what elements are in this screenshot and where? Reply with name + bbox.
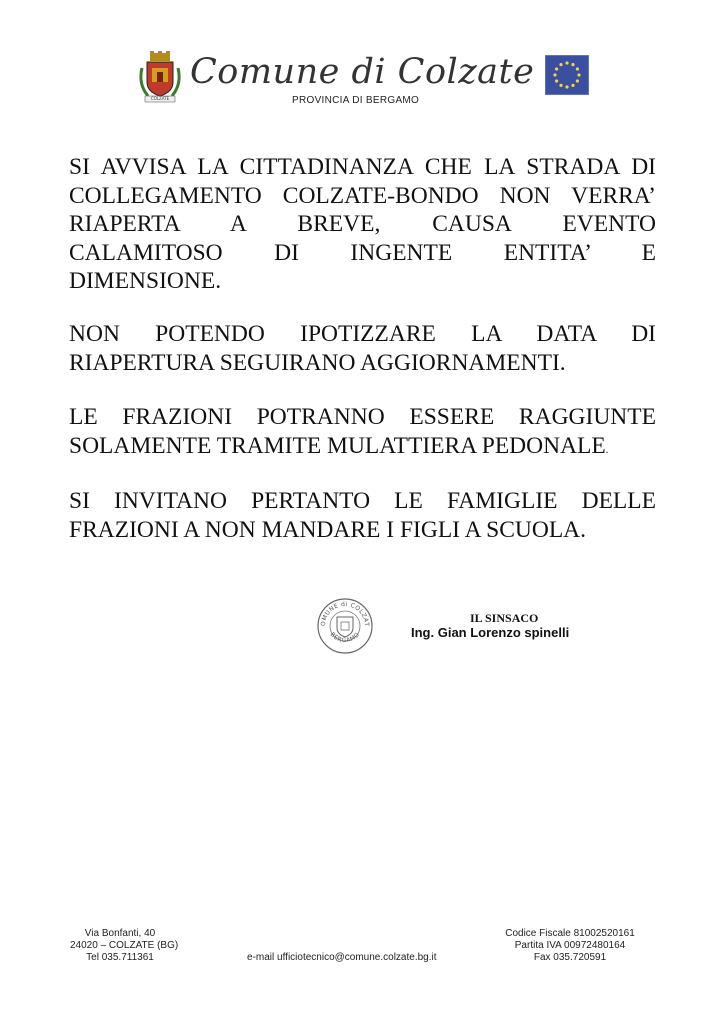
official-seal-icon <box>316 597 374 655</box>
paragraph-line <box>69 432 656 466</box>
paragraph-line-text: SOLAMENTE TRAMITE MULATTIERA PEDONALE <box>69 432 606 459</box>
paragraph-line: LE FRAZIONI POTRANNO ESSERE RAGGIUNTE <box>69 404 656 430</box>
paragraph-line: FRAZIONI A NON MANDARE I FIGLI A SCUOLA. <box>69 516 587 543</box>
province-subtitle: PROVINCIA DI BERGAMO <box>292 95 420 106</box>
footer-address-street: Via Bonfanti, 40 <box>84 928 156 939</box>
svg-text:BERGAMO <box>329 631 362 644</box>
paragraph-line: RIAPERTURA SEGUIRANO AGGIORNAMENTI. <box>69 349 566 376</box>
notice-paragraph-3 <box>69 403 656 465</box>
paragraph-line: CALAMITOSO DI INGENTE ENTITA’ E <box>69 239 656 266</box>
seal-top-text: OMUNE di COLZAT <box>319 600 371 627</box>
municipal-crest-icon <box>136 50 184 104</box>
paragraph-line: DIMENSIONE. <box>69 268 222 294</box>
signature-name: Ing. Gian Lorenzo spinelli <box>411 625 570 640</box>
eu-flag-icon <box>545 55 589 95</box>
signature-role: IL SINSACO <box>470 611 539 625</box>
paragraph-line: COLLEGAMENTO COLZATE-BONDO NON VERRA’ <box>69 182 656 209</box>
trailing-period: . <box>605 444 609 456</box>
seal-bottom-text: BERGAMO <box>328 631 362 645</box>
footer-email: e-mail ufficiotecnico@comune.colzate.bg.it <box>247 952 437 963</box>
footer-vat-number: Partita IVA 00972480164 <box>514 940 626 951</box>
footer-address-city: 24020 – COLZATE (BG) <box>70 940 179 951</box>
footer-address <box>70 928 179 964</box>
paragraph-line: NON POTENDO IPOTIZZARE LA DATA DI <box>69 321 656 347</box>
paragraph-line: RIAPERTA A BREVE, CAUSA EVENTO <box>69 211 656 237</box>
footer-fax: Fax 035.720591 <box>533 952 607 963</box>
footer-fiscal <box>505 928 635 964</box>
notice-paragraph-2 <box>69 320 656 377</box>
crest-ribbon-text: COLZATE <box>150 96 170 101</box>
paragraph-line: SI AVVISA LA CITTADINANZA CHE LA STRADA DI <box>69 154 656 180</box>
municipality-title: Comune di Colzate <box>190 52 535 92</box>
footer-fiscal-code: Codice Fiscale 81002520161 <box>505 928 635 939</box>
paragraph-line: SI INVITANO PERTANTO LE FAMIGLIE DELLE <box>69 488 656 514</box>
notice-paragraph-1 <box>69 153 656 296</box>
footer-address-phone: Tel 035.711361 <box>86 952 154 963</box>
notice-paragraph-4 <box>69 487 656 544</box>
